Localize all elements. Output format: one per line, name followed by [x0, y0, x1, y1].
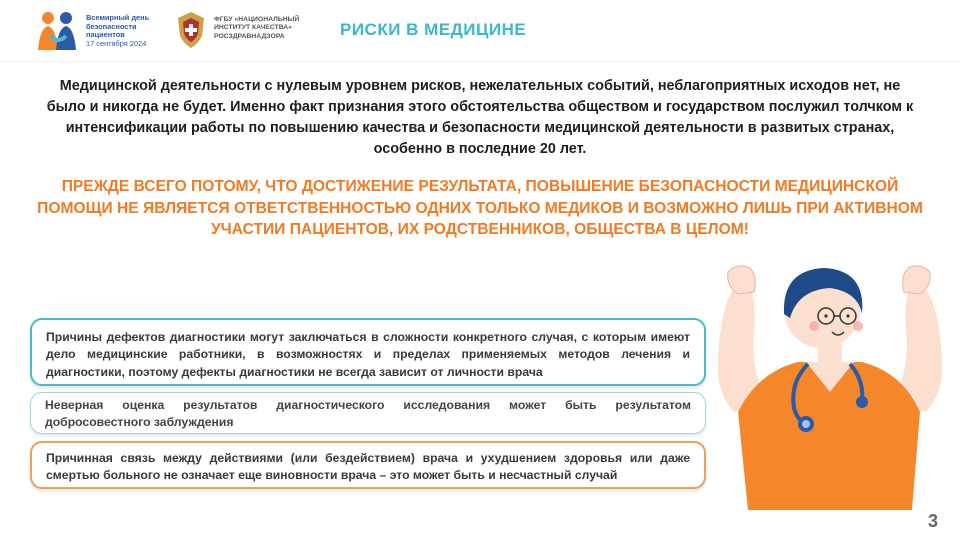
logo2-line1: ФГБУ «НАЦИОНАЛЬНЫЙ — [214, 16, 300, 23]
slide-header — [0, 0, 960, 62]
emblem-icon — [174, 10, 208, 50]
page-number: 3 — [927, 511, 938, 531]
header-divider — [0, 61, 960, 62]
national-quality-institute-logo — [174, 10, 314, 52]
diagnostic-defects-box — [30, 318, 706, 386]
people-icon — [36, 10, 82, 52]
doctor-flexing-icon — [698, 262, 960, 510]
intro-paragraph: Медицинской деятельности с нулевым уровнем рисков, нежелательных событий, неблагоприятных исходов нет, не было и никогда не будет. Именно факт признания этого обстоятельства обществом и государством послужил толчком к интенсификации работы по повышению качества и безопасности медицинской деятельности в развитых странах, особенно в последние 20 лет. — [46, 78, 914, 157]
logo1-line1: Всемирный день — [86, 13, 150, 22]
diagnostic-assessment-box — [30, 392, 706, 434]
slide-title: РИСКИ В МЕДИЦИНЕ — [340, 20, 527, 39]
box-text: Неверная оценка результатов диагностического исследования может быть результатом добросовестного заблуждения — [45, 398, 691, 430]
logo1-date: 17 сентября 2024 — [86, 38, 147, 48]
box-text: Причины дефектов диагностики могут заключаться в сложности конкретного случая, с которым имеют дело медицинские работники, в возможностях и пределах применяемых методов лечения и диагностики, поэтому дефекты диагностики не всегда зависит от личности врача — [46, 330, 690, 379]
box-text: Причинная связь между действиями (или бездействием) врача и ухудшением здоровья или даже смертью больного не означает еще виновности врача – это может быть и несчастный случай — [46, 451, 690, 483]
causal-link-box — [30, 441, 706, 489]
emphasis-statement: ПРЕЖДЕ ВСЕГО ПОТОМУ, ЧТО ДОСТИЖЕНИЕ РЕЗУЛЬТАТА, ПОВЫШЕНИЕ БЕЗОПАСНОСТИ МЕДИЦИНСКОЙ ПОМОЩИ НЕ ЯВЛЯЕТСЯ ОТВЕТСТВЕННОСТЬЮ ОДНИХ ТОЛЬКО МЕДИКОВ И ВОЗМОЖНО ЛИШЬ ПРИ АКТИВНОМ УЧАСТИИ ПАЦИЕНТОВ, ИХ РОДСТВЕННИКОВ, ОБЩЕСТВА В ЦЕЛОМ! — [37, 178, 923, 238]
logo2-line2: ИНСТИТУТ КАЧЕСТВА» — [214, 24, 292, 32]
logo1-line3: пациентов — [86, 30, 125, 40]
doctor-illustration — [698, 262, 960, 510]
patient-safety-day-logo — [36, 8, 166, 54]
logo1-line2: безопасности — [86, 21, 137, 31]
logo2-line3: РОСЗДРАВНАДЗОРА — [214, 32, 285, 40]
